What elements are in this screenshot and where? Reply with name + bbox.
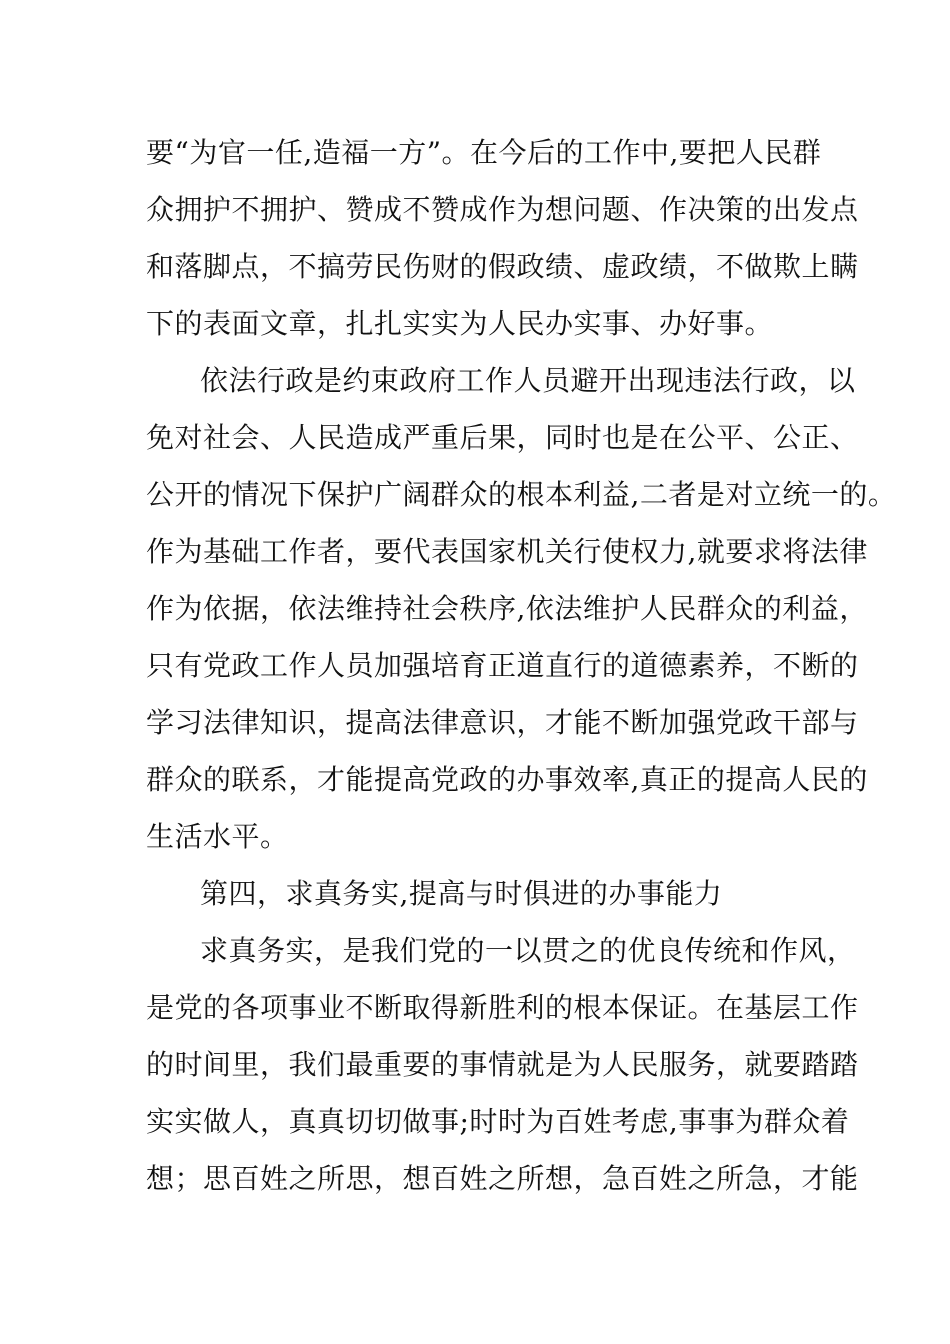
- text-line-10: 只有党政工作人员加强培育正道直行的道德素养，不断的: [146, 649, 859, 682]
- text-line-3: 和落脚点，不搞劳民伤财的假政绩、虚政绩，不做欺上瞒: [146, 250, 859, 283]
- section-heading: 第四，求真务实,提高与时俱进的办事能力: [200, 877, 723, 910]
- text-line-4: 下的表面文章，扎扎实实为人民办实事、办好事。: [146, 307, 774, 340]
- text-line-9: 作为依据，依法维持社会秩序,依法维护人民群众的利益，: [146, 592, 868, 625]
- paragraph-start-line: 求真务实，是我们党的一以贯之的优良传统和作风，: [200, 934, 856, 967]
- text-line-2: 众拥护不拥护、赞成不赞成作为想问题、作决策的出发点: [146, 193, 859, 226]
- text-line-16: 是党的各项事业不断取得新胜利的根本保证。在基层工作: [146, 991, 859, 1024]
- text-line-1: 要“为官一任,造福一方”。在今后的工作中,要把人民群: [146, 136, 822, 169]
- text-line-12: 群众的联系，才能提高党政的办事效率,真正的提高人民的: [146, 763, 868, 796]
- text-line-11: 学习法律知识，提高法律意识，才能不断加强党政干部与: [146, 706, 859, 739]
- text-line-8: 作为基础工作者，要代表国家机关行使权力,就要求将法律: [146, 535, 868, 568]
- text-line-7: 公开的情况下保护广阔群众的根本利益,二者是对立统一的。: [146, 478, 897, 511]
- paragraph-start-line: 依法行政是约束政府工作人员避开出现违法行政，以: [200, 364, 856, 397]
- text-line-17: 的时间里，我们最重要的事情就是为人民服务，就要踏踏: [146, 1048, 859, 1081]
- text-line-6: 免对社会、人民造成严重后果，同时也是在公平、公正、: [146, 421, 859, 454]
- text-line-19: 想；思百姓之所思，想百姓之所想，急百姓之所急，才能: [146, 1162, 859, 1195]
- text-line-18: 实实做人，真真切切做事;时时为百姓考虑,事事为群众着: [146, 1105, 850, 1138]
- text-line-13: 生活水平。: [146, 820, 289, 853]
